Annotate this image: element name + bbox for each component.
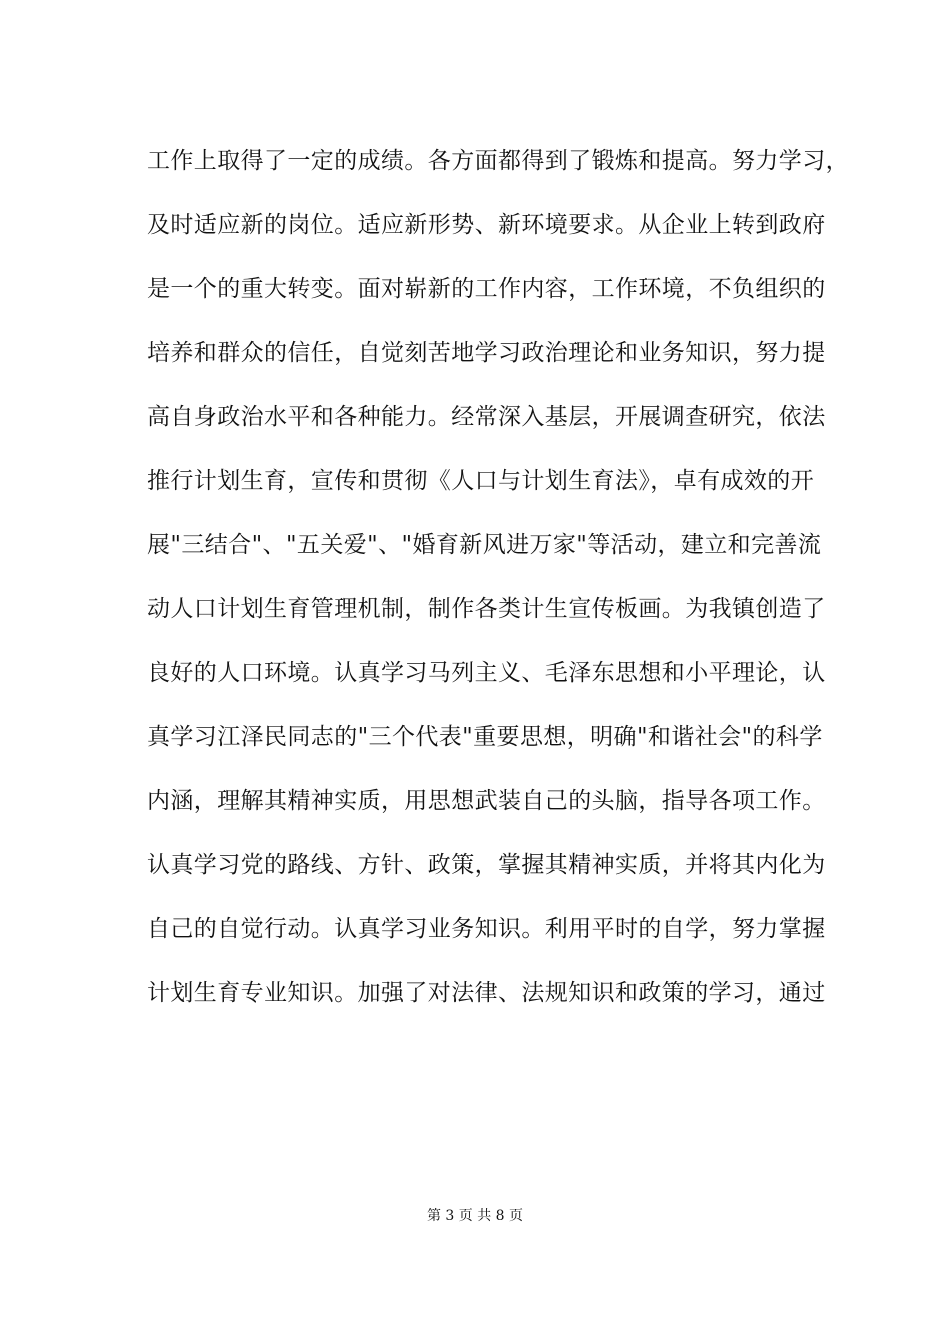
text-line: 良好的人口环境。认真学习马列主义、毛泽东思想和小平理论，认	[147, 660, 826, 686]
text-line: 自己的自觉行动。认真学习业务知识。利用平时的自学，努力掌握	[147, 916, 826, 942]
text-line: 工作上取得了一定的成绩。各方面都得到了锻炼和提高。努力学习，	[147, 148, 849, 174]
text-line: 计划生育专业知识。加强了对法律、法规知识和政策的学习，通过	[147, 980, 826, 1006]
text-line: 是一个的重大转变。面对崭新的工作内容，工作环境，不负组织的	[147, 276, 826, 302]
text-line: 展"三结合"、"五关爱"、"婚育新风进万家"等活动，建立和完善流	[147, 532, 822, 558]
text-line: 培养和群众的信任，自觉刻苦地学习政治理论和业务知识，努力提	[147, 340, 826, 366]
text-line: 高自身政治水平和各种能力。经常深入基层，开展调查研究，依法	[147, 404, 826, 430]
text-line: 真学习江泽民同志的"三个代表"重要思想，明确"和谐社会"的科学	[147, 724, 823, 750]
text-line: 推行计划生育，宣传和贯彻《人口与计划生育法》，卓有成效的开	[147, 468, 815, 494]
text-line: 认真学习党的路线、方针、政策，掌握其精神实质，并将其内化为	[147, 852, 826, 878]
text-line: 动人口计划生育管理机制，制作各类计生宣传板画。为我镇创造了	[147, 596, 826, 622]
text-line: 内涵，理解其精神实质，用思想武装自己的头脑，指导各项工作。	[147, 788, 826, 814]
body-text	[147, 129, 849, 1025]
text-line: 及时适应新的岗位。适应新形势、新环境要求。从企业上转到政府	[147, 212, 826, 238]
page-number: 第 3 页 共 8 页	[426, 1208, 524, 1224]
